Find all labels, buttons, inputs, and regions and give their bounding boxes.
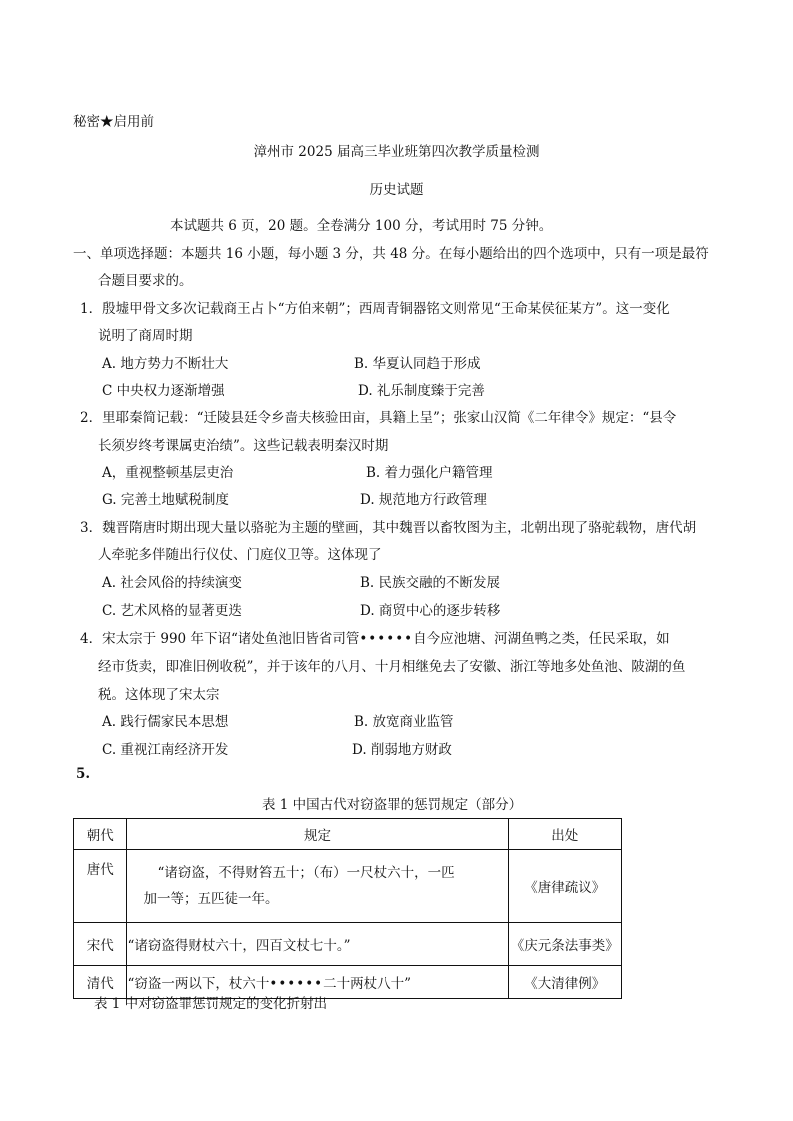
table-row: [74, 850, 622, 923]
question-4-stem-cont-2: 税。这体现了宋太宗: [98, 687, 220, 703]
question-1-option-d: D. 礼乐制度臻于完善: [358, 383, 485, 399]
question-4-option-c: C. 重视江南经济开发: [102, 742, 229, 758]
question-1-option-a: A. 地方势力不断壮大: [102, 356, 229, 372]
table-cell-dynasty: 宋代: [74, 923, 127, 966]
ellipsis-dots: ••••••: [359, 631, 414, 647]
question-4-option-d: D. 削弱地方财政: [352, 742, 452, 758]
question-3-option-a: A. 社会风俗的持续演变: [102, 575, 242, 591]
table-cell-dynasty: 唐代: [74, 850, 127, 923]
question-2-stem-cont: 长须岁终考课属吏治绩”。这些记载表明秦汉时期: [98, 438, 389, 454]
table-cell-rule: “诸窃盗得财杖六十，四百文杖七十。”: [127, 923, 508, 966]
question-2-stem: 2．里耶秦简记载：“迁陵县廷令乡啬夫核验田亩，具籍上呈”；张家山汉简《二年律令》规定：“县令: [80, 410, 677, 426]
question-1-option-b: B. 华夏认同趋于形成: [354, 356, 481, 372]
question-1-stem-cont: 说明了商周时期: [98, 328, 193, 344]
rule-line-2: 加一等；五匹徒一年。: [143, 891, 279, 907]
question-1-stem: 1．殷墟甲骨文多次记载商王占卜“方伯来朝”；西周青铜器铭文则常见“王命某侯征某方”。这一变化: [80, 301, 670, 317]
table-header-row: [74, 819, 622, 850]
subject-title: 历史试题: [369, 182, 424, 198]
table-cell-source: 《大清律例》: [508, 966, 621, 999]
section-heading-cont: 合题目要求的。: [98, 273, 193, 289]
confidential-label: 秘密★启用前: [73, 114, 154, 130]
question-3-stem-cont: 人牵驼多伴随出行仪仗、门庭仪卫等。这体现了: [98, 547, 382, 563]
question-1-option-c: C 中央权力逐渐增强: [102, 383, 225, 399]
table-cell-rule: [127, 850, 508, 923]
rule-line-1: “诸窃盗，不得财笞五十；（布）一尺杖六十，一匹: [157, 865, 455, 881]
question-2-option-d: D. 规范地方行政管理: [360, 492, 487, 508]
table-header-dynasty: 朝代: [74, 819, 127, 850]
question-4-option-a: A. 践行儒家民本思想: [102, 714, 229, 730]
question-2-option-b: B. 着力强化户籍管理: [366, 465, 493, 481]
section-heading: 一、单项选择题：本题共 16 小题，每小题 3 分，共 48 分。在每小题给出的四个选项中，只有一项是最符: [73, 246, 709, 262]
question-5-stem: 表 1 中对窃盗罪惩罚规定的变化折射出: [94, 996, 328, 1012]
question-4-option-b: B. 放宽商业监管: [354, 714, 454, 730]
question-4-stem: [80, 627, 670, 647]
exam-title: 漳州市 2025 届高三毕业班第四次教学质量检测: [253, 144, 540, 160]
exam-intro: 本试题共 6 页，20 题。全卷满分 100 分，考试用时 75 分钟。: [170, 218, 553, 234]
question-2-option-a: A，重视整顿基层吏治: [102, 465, 234, 481]
rule-text-b: 二十两杖八十”: [323, 976, 412, 992]
question-3-option-c: C. 艺术风格的显著更迭: [102, 603, 242, 619]
question-4-stem-cont: 经市货卖，即准旧例收税”，并于该年的八月、十月相继免去了安徽、浙江等地多处鱼池、陂湖的鱼: [98, 659, 686, 675]
question-3-stem: 3．魏晋隋唐时期出现大量以骆驼为主题的壁画，其中魏晋以畜牧图为主，北朝出现了骆驼载物，唐代胡: [80, 520, 697, 536]
table-cell-source: 《唐律疏议》: [508, 850, 621, 923]
table-header-rule: 规定: [127, 819, 508, 850]
question-3-option-b: B. 民族交融的不断发展: [360, 575, 501, 591]
question-2-option-c: G. 完善土地赋税制度: [102, 492, 229, 508]
punishment-table: [73, 818, 622, 999]
table-cell-dynasty: 清代: [74, 966, 127, 999]
rule-text-a: “窃盗一两以下，杖六十: [127, 976, 270, 992]
question-5-number: 5.: [76, 766, 91, 782]
table-caption: 表 1 中国古代对窃盗罪的惩罚规定（部分）: [262, 797, 523, 813]
table-row: [74, 923, 622, 966]
table-cell-source: 《庆元条法事类》: [508, 923, 621, 966]
table-header-source: 出处: [508, 819, 621, 850]
question-3-option-d: D. 商贸中心的逐步转移: [360, 603, 501, 619]
question-4-stem-b: 自今应池塘、河湖鱼鸭之类，任民采取，如: [413, 631, 670, 647]
question-4-stem-a: 4．宋太宗于 990 年下诏“诸处鱼池旧皆省司管: [80, 631, 360, 647]
ellipsis-dots: ••••••: [269, 976, 324, 992]
